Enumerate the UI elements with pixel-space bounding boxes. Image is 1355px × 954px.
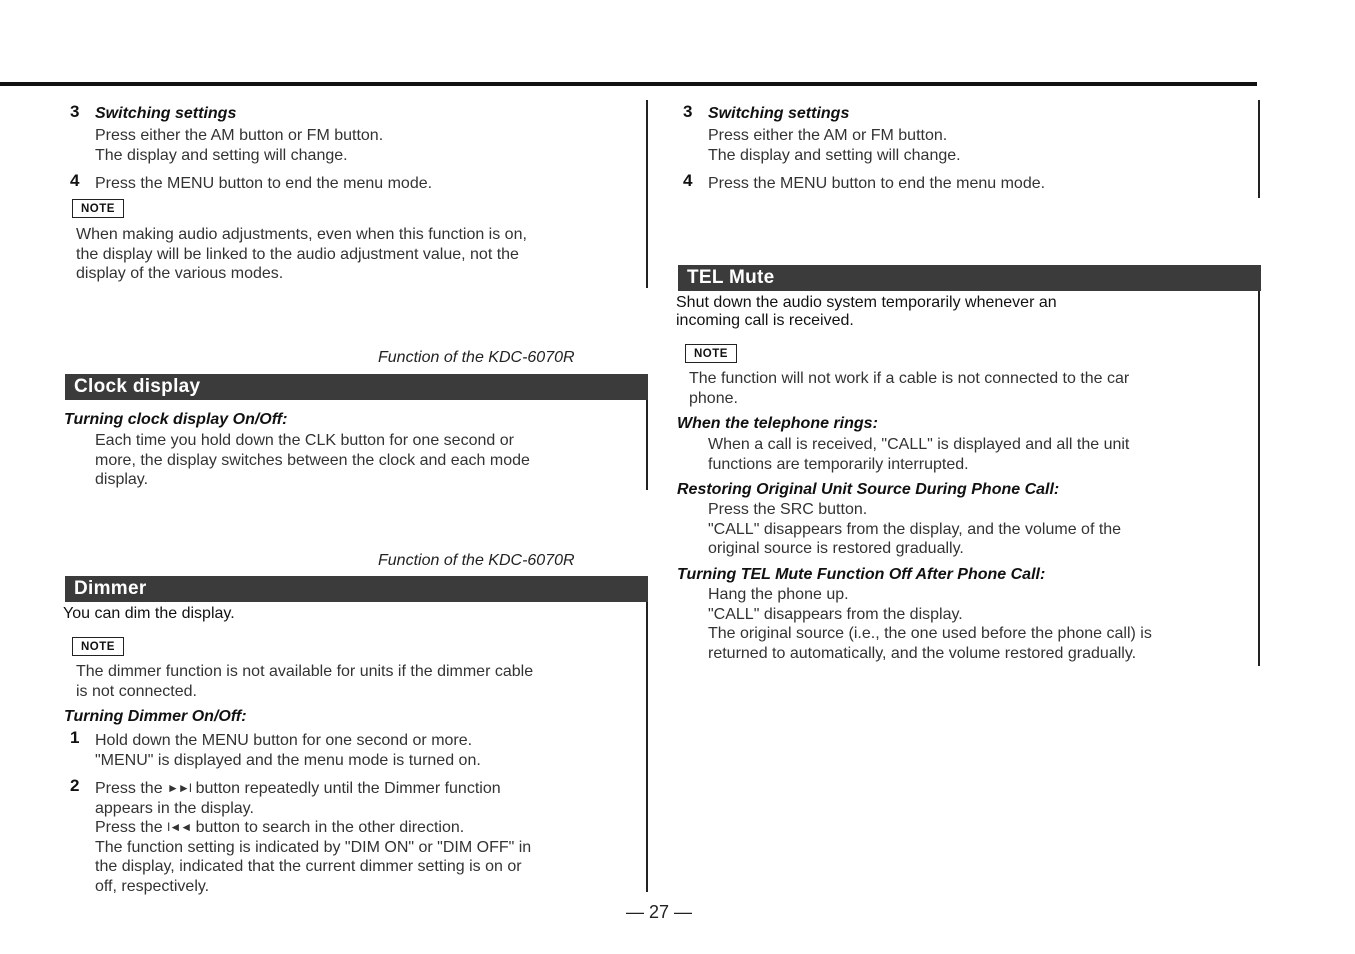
step-text: Press the ►►I button repeatedly until the Dimmer function appears in the display. Press the I◄◄ button to search in the other direction. The function setting is indicated by "DIM ON" or "DIM OFF" in the display, indicated that the current dimmer setting is on or off, respectively. — [95, 780, 532, 895]
column-rule-3 — [646, 602, 648, 892]
section-header-clock-display: Clock display — [65, 374, 648, 400]
section-text: Hang the phone up. "CALL" disappears from the display. The original source (i.e., the one used before the phone call) is returned to automatically, and the volume restored gradually. — [708, 586, 1152, 662]
column-rule-5 — [1258, 290, 1260, 666]
page-number: — 27 — — [625, 902, 693, 922]
forward-skip-icon: ►►I — [167, 781, 192, 795]
step-number: 4 — [70, 171, 80, 190]
subsection-title: Turning Dimmer On/Off: — [64, 708, 247, 725]
top-rule-right — [675, 82, 1257, 86]
step-text: Press either the AM button or FM button. The display and setting will change. — [95, 127, 384, 164]
column-rule-2 — [646, 400, 648, 490]
section-text: When a call is received, "CALL" is displayed and all the unit functions are temporarily interrupted. — [708, 436, 1130, 473]
function-of-label: Function of the KDC-6070R — [378, 349, 575, 366]
step-number: 4 — [683, 171, 693, 190]
subsection-title: Turning TEL Mute Function Off After Phone Call: — [677, 566, 1046, 583]
note-text: The dimmer function is not available for units if the dimmer cable is not connected. — [76, 663, 534, 700]
note-badge: NOTE — [72, 199, 124, 218]
function-of-label: Function of the KDC-6070R — [378, 552, 575, 569]
section-header-dimmer: Dimmer — [65, 576, 648, 602]
column-rule-4 — [1258, 100, 1260, 198]
subsection-title: Restoring Original Unit Source During Phone Call: — [677, 481, 1060, 498]
step-text: Press either the AM or FM button. The display and setting will change. — [708, 127, 961, 164]
section-text: Press the SRC button. "CALL" disappears from the display, and the volume of the original source is restored gradually. — [708, 501, 1122, 557]
subsection-title: Turning clock display On/Off: — [64, 411, 288, 428]
section-intro: Shut down the audio system temporarily whenever an incoming call is received. — [676, 294, 1057, 329]
column-rule-1 — [646, 100, 648, 288]
step-text: Hold down the MENU button for one second or more. "MENU" is displayed and the menu mode is turned on. — [95, 732, 481, 769]
step-title: Switching settings — [708, 105, 850, 122]
step-text: Press the MENU button to end the menu mode. — [708, 175, 1046, 192]
step-number: 2 — [70, 776, 80, 795]
step-number: 1 — [70, 728, 80, 747]
note-text: When making audio adjustments, even when this function is on, the display will be linked to the audio adjustment value, not the display of the various modes. — [76, 226, 527, 282]
step-title: Switching settings — [95, 105, 237, 122]
section-intro: You can dim the display. — [63, 605, 235, 622]
backward-skip-icon: I◄◄ — [167, 820, 192, 834]
section-header-tel-mute: TEL Mute — [678, 265, 1261, 291]
subsection-title: When the telephone rings: — [677, 415, 878, 432]
step-number: 3 — [683, 102, 693, 121]
step-text: Press the MENU button to end the menu mode. — [95, 175, 433, 192]
step-number: 3 — [70, 102, 80, 121]
note-badge: NOTE — [685, 344, 737, 363]
note-badge: NOTE — [72, 637, 124, 656]
top-rule-left — [0, 82, 675, 86]
section-text: Each time you hold down the CLK button for one second or more, the display switches between the clock and each mode display. — [95, 432, 530, 488]
note-text: The function will not work if a cable is not connected to the car phone. — [689, 370, 1130, 407]
